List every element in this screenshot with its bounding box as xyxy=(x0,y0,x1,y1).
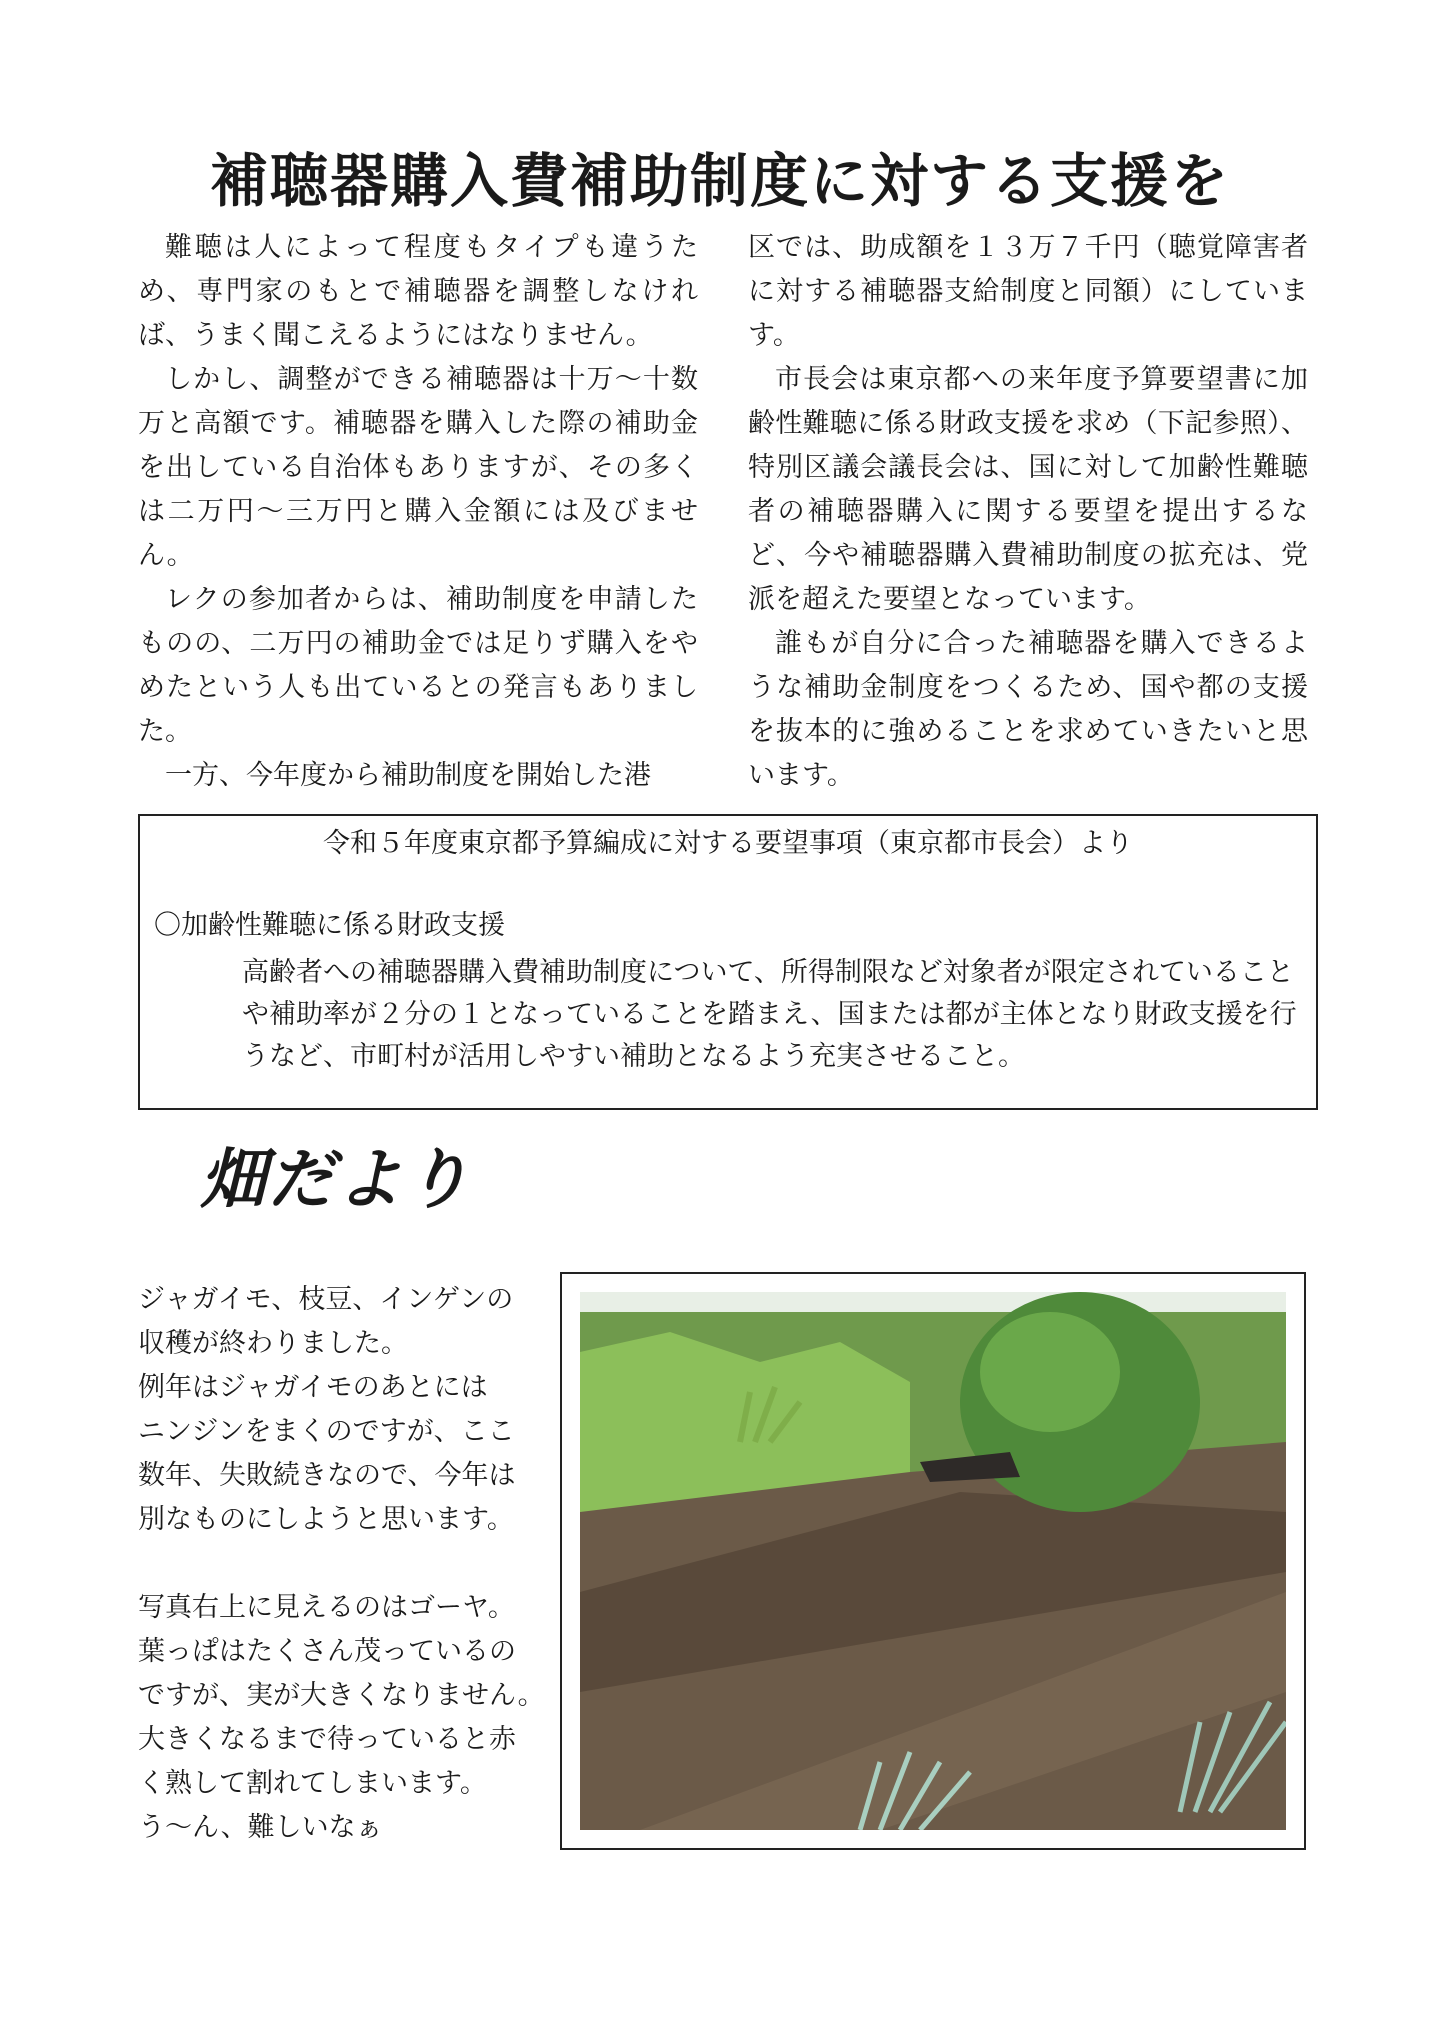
field-photo xyxy=(580,1292,1286,1830)
text-line: 数年、失敗続きなので、今年は xyxy=(138,1460,516,1491)
text-line: ニンジンをまくのですが、ここ xyxy=(138,1416,515,1447)
article-left-column xyxy=(138,226,698,798)
text-line: ジャガイモ、枝豆、インゲンの xyxy=(138,1284,514,1315)
text-line: 写真右上に見えるのはゴーヤ。 xyxy=(138,1592,515,1623)
article-title: 補聴器購入費補助制度に対する支援を xyxy=(209,147,1230,215)
section-title: 畑だより xyxy=(200,1141,472,1218)
field-report-text xyxy=(138,1278,558,1850)
request-box-heading: 令和５年度東京都予算編成に対する要望事項（東京都市長会）より xyxy=(323,828,1133,859)
request-box xyxy=(138,814,1318,1110)
text-line: く熟して割れてしまいます。 xyxy=(138,1768,487,1799)
text-line: 収穫が終わりました。 xyxy=(138,1328,408,1359)
paragraph: 市長会は東京都への来年度予算要望書に加齢性難聴に係る財政支援を求め（下記参照）、特別区議会議長会は、国に対して加齢性難聴者の補聴器購入に関する要望を提出するなど、今や補聴器購入費補助制度の拡充は、党派を超えた要望となっています。 xyxy=(748,364,1308,615)
spacer xyxy=(138,1542,558,1586)
paragraph: 誰もが自分に合った補聴器を購入できるような補助金制度をつくるため、国や都の支援を抜本的に強めることを求めていきたいと思います。 xyxy=(748,628,1308,791)
paragraph: 区では、助成額を１３万７千円（聴覚障害者に対する補聴器支給制度と同額）にしています。 xyxy=(748,232,1308,351)
paragraph: 難聴は人によって程度もタイプも違うため、専門家のもとで補聴器を調整しなければ、うまく聞こえるようにはなりません。 xyxy=(138,232,698,351)
text-line: 例年はジャガイモのあとには xyxy=(138,1372,488,1403)
text-line: 葉っぱはたくさん茂っているの xyxy=(138,1636,516,1667)
request-box-body: 高齢者への補聴器購入費補助制度について、所得制限など対象者が限定されていることや補助率が２分の１となっていることを踏まえ、国または都が主体となり財政支援を行うなど、市町村が活用しやすい補助となるよう充実させること。 xyxy=(242,957,1297,1072)
paragraph: 一方、今年度から補助制度を開始した港 xyxy=(165,760,651,791)
article-right-column xyxy=(748,226,1308,798)
paragraph: しかし、調整ができる補聴器は十万～十数万と高額です。補聴器を購入した際の補助金を出している自治体もありますが、その多くは二万円～三万円と購入金額には及びません。 xyxy=(138,364,698,571)
text-line: 別なものにしようと思います。 xyxy=(138,1504,514,1535)
paragraph: レクの参加者からは、補助制度を申請したものの、二万円の補助金では足りず購入をやめたという人も出ているとの発言もありました。 xyxy=(138,584,698,747)
photo-frame xyxy=(560,1272,1306,1850)
field-photo-illustration xyxy=(580,1292,1286,1830)
text-line: う～ん、難しいなぁ xyxy=(138,1812,383,1843)
request-box-item: 〇加齢性難聴に係る財政支援 xyxy=(154,910,505,941)
text-line: 大きくなるまで待っていると赤 xyxy=(138,1724,516,1755)
text-line: ですが、実が大きくなりません。 xyxy=(138,1680,545,1711)
